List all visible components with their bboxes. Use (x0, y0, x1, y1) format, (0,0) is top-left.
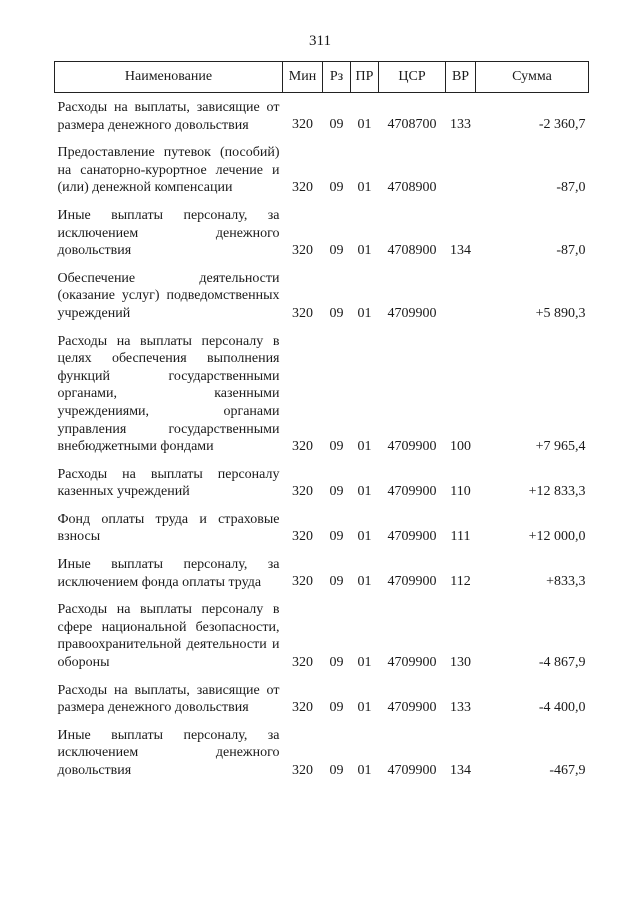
header-sum: Сумма (476, 62, 589, 93)
header-rz: Рз (323, 62, 351, 93)
cell-vr (446, 138, 476, 201)
cell-min: 320 (292, 438, 313, 454)
cell-rz: 09 (329, 654, 344, 670)
table-row (55, 201, 589, 264)
budget-table (54, 61, 589, 784)
table-row (55, 595, 589, 675)
cell-pr: 01 (357, 438, 372, 454)
cell-sum: -4 400,0 (538, 699, 586, 715)
cell-min: 320 (292, 654, 313, 670)
cell-min: 320 (292, 179, 313, 195)
cell-min: 320 (292, 529, 313, 545)
cell-csr: 4709900 (387, 762, 437, 778)
cell-min: 320 (292, 242, 313, 258)
cell-name: Расходы на выплаты персоналу в целях обеспечения выполнения функций государственными органами, казенными учреждениями, органами управления государственными внебюджетными фондами (57, 333, 280, 455)
table-row (55, 138, 589, 201)
cell-vr: 112 (450, 574, 471, 590)
cell-sum: +12 833,3 (528, 483, 586, 499)
cell-sum: +7 965,4 (535, 438, 586, 454)
table-header-row (55, 62, 589, 93)
cell-vr: 100 (450, 438, 471, 454)
cell-rz: 09 (329, 762, 344, 778)
cell-csr: 4709900 (387, 574, 437, 590)
cell-csr: 4708700 (387, 117, 437, 133)
cell-csr: 4709900 (387, 483, 437, 499)
cell-name: Расходы на выплаты персоналу в сфере национальной безопасности, правоохранительной деятельности и обороны (57, 602, 280, 671)
cell-pr: 01 (357, 483, 372, 499)
cell-name: Предоставление путевок (пособий) на санаторно-курортное лечение и (или) денежной компенсации (57, 145, 280, 196)
cell-sum: +833,3 (546, 574, 586, 590)
table-row (55, 550, 589, 595)
cell-name: Иные выплаты персоналу, за исключением денежного довольствия (57, 727, 280, 778)
cell-pr: 01 (357, 179, 372, 195)
cell-min: 320 (292, 305, 313, 321)
cell-sum: -87,0 (556, 179, 586, 195)
cell-pr: 01 (357, 305, 372, 321)
cell-pr: 01 (357, 654, 372, 670)
cell-vr (446, 264, 476, 327)
table-row (55, 327, 589, 460)
cell-pr: 01 (357, 242, 372, 258)
cell-name: Фонд оплаты труда и страховые взносы (57, 511, 280, 545)
cell-name: Иные выплаты персоналу, за исключением денежного довольствия (57, 207, 280, 259)
cell-pr: 01 (357, 574, 372, 590)
cell-min: 320 (292, 699, 313, 715)
header-min: Мин (283, 62, 323, 93)
cell-csr: 4708900 (387, 179, 437, 195)
cell-rz: 09 (329, 305, 344, 321)
cell-rz: 09 (329, 699, 344, 715)
cell-rz: 09 (329, 179, 344, 195)
header-csr: ЦСР (379, 62, 446, 93)
cell-name: Расходы на выплаты, зависящие от размера денежного довольствия (57, 682, 280, 716)
cell-name: Иные выплаты персоналу, за исключением фонда оплаты труда (57, 557, 280, 590)
table-body (55, 93, 589, 784)
cell-min: 320 (292, 483, 313, 499)
cell-sum: -87,0 (556, 242, 586, 258)
cell-csr: 4709900 (387, 438, 437, 454)
cell-rz: 09 (329, 438, 344, 454)
cell-pr: 01 (357, 529, 372, 545)
cell-csr: 4709900 (387, 529, 437, 545)
cell-rz: 09 (329, 483, 344, 499)
cell-sum: -4 867,9 (538, 654, 586, 670)
cell-pr: 01 (357, 117, 372, 133)
cell-min: 320 (292, 574, 313, 590)
cell-pr: 01 (357, 699, 372, 715)
cell-sum: -467,9 (549, 762, 586, 778)
table-row (55, 676, 589, 721)
cell-rz: 09 (329, 242, 344, 258)
header-pr: ПР (351, 62, 379, 93)
cell-vr: 130 (450, 654, 471, 670)
cell-vr: 133 (450, 699, 471, 715)
cell-csr: 4709900 (387, 305, 437, 321)
page-number: 311 (309, 33, 331, 49)
cell-rz: 09 (329, 529, 344, 545)
table-row (55, 264, 589, 327)
cell-min: 320 (292, 762, 313, 778)
cell-csr: 4708900 (387, 242, 437, 258)
cell-vr: 134 (450, 242, 471, 258)
cell-rz: 09 (329, 117, 344, 133)
table-row (55, 93, 589, 139)
cell-csr: 4709900 (387, 654, 437, 670)
table-row (55, 721, 589, 784)
cell-sum: -2 360,7 (538, 117, 586, 133)
cell-min: 320 (292, 117, 313, 133)
table-row (55, 505, 589, 550)
cell-name: Расходы на выплаты, зависящие от размера денежного довольствия (57, 100, 280, 133)
cell-csr: 4709900 (387, 699, 437, 715)
cell-sum: +12 000,0 (528, 529, 586, 545)
cell-name: Расходы на выплаты персоналу казенных учреждений (57, 466, 280, 500)
cell-name: Обеспечение деятельности (оказание услуг) подведомственных учреждений (57, 270, 280, 321)
cell-vr: 133 (450, 117, 471, 133)
cell-sum: +5 890,3 (535, 305, 586, 321)
cell-pr: 01 (357, 762, 372, 778)
cell-vr: 111 (450, 529, 471, 545)
cell-vr: 110 (450, 483, 471, 499)
cell-rz: 09 (329, 574, 344, 590)
header-name: Наименование (55, 62, 283, 93)
header-vr: ВР (446, 62, 476, 93)
cell-vr: 134 (450, 762, 471, 778)
table-row (55, 460, 589, 505)
